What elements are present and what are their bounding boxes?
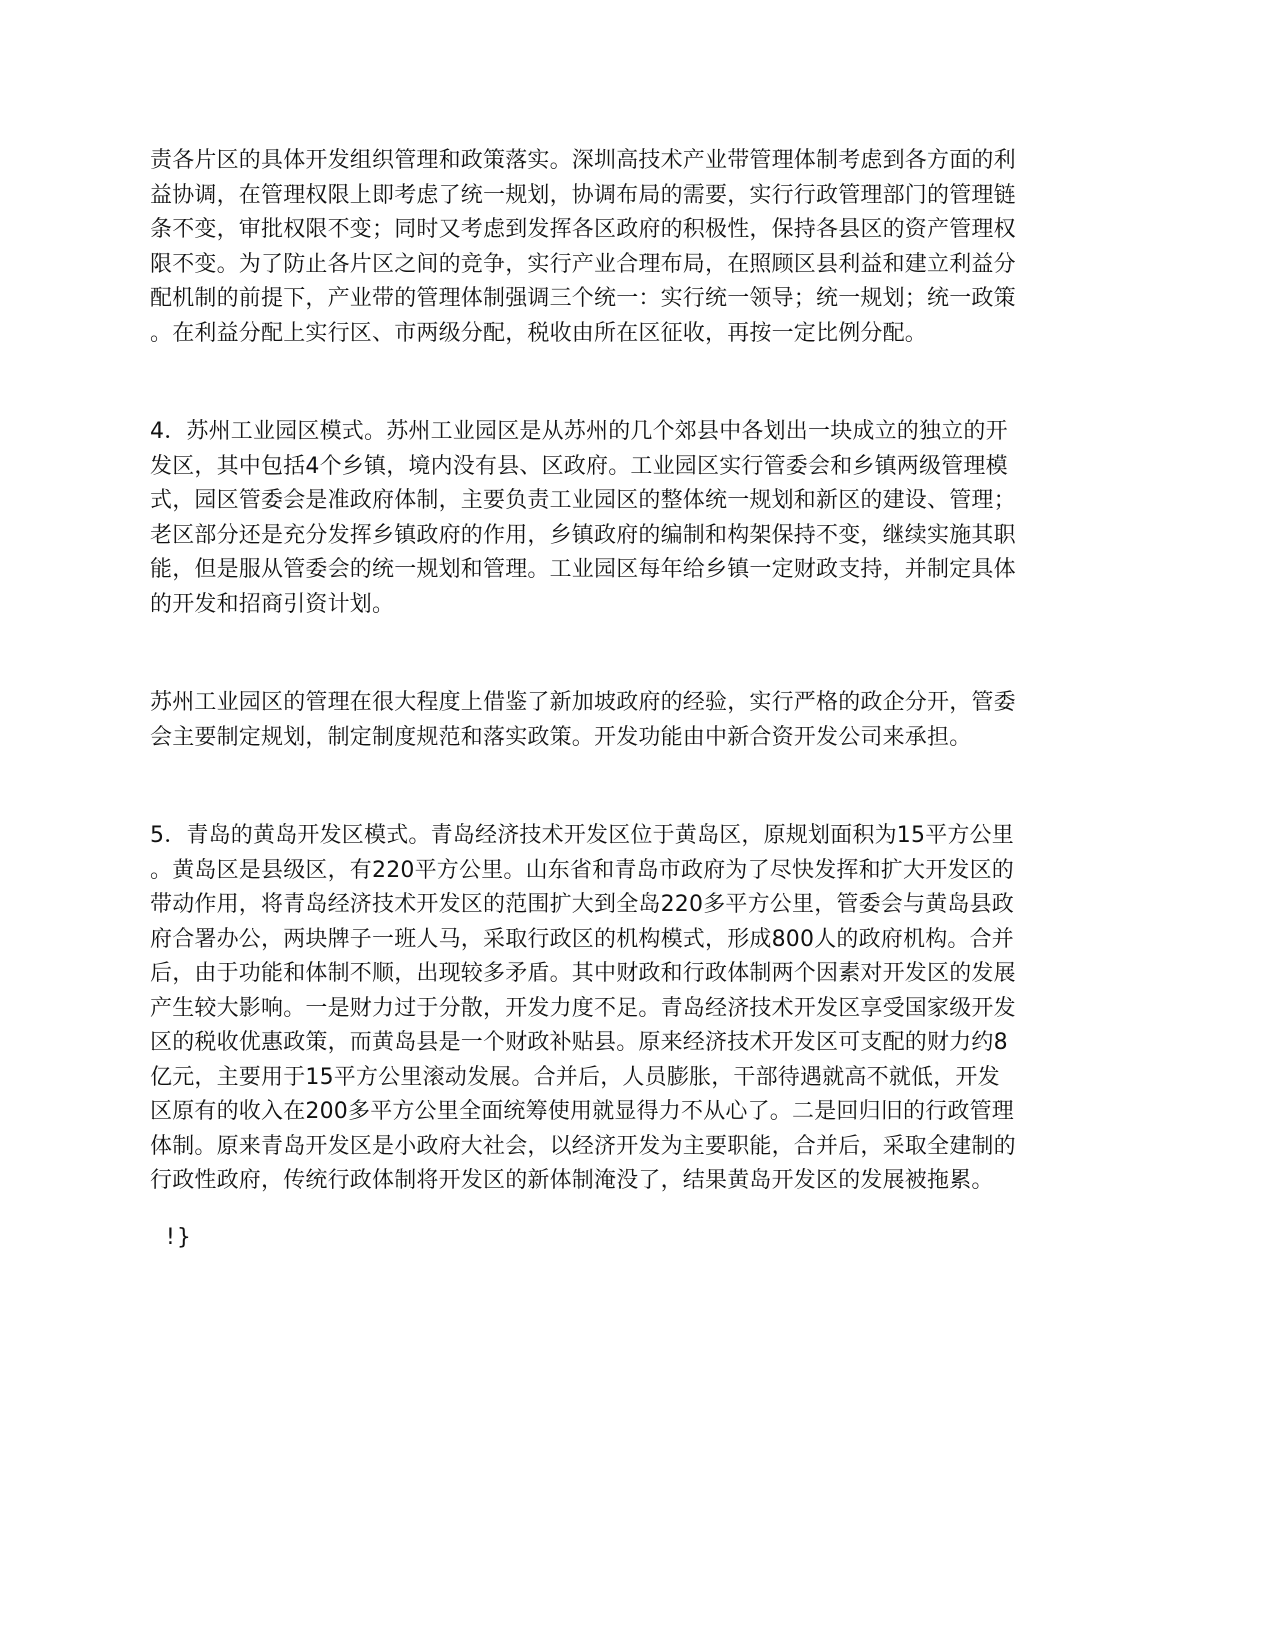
text-line: 。在利益分配上实行区、市两级分配，税收由所在区征收，再按一定比例分配。 — [150, 320, 928, 346]
text-line: 体制。原来青岛开发区是小政府大社会，以经济开发为主要职能，合并后，采取全建制的 — [150, 1133, 1016, 1159]
text-line: 苏州工业园区的管理在很大程度上借鉴了新加坡政府的经验，实行严格的政企分开，管委 — [150, 690, 1016, 715]
text-line: 。黄岛区是县级区，有220平方公里。山东省和青岛市政府为了尽快发挥和扩大开发区的 — [150, 857, 1014, 883]
text-line: 产生较大影响。一是财力过于分散，开发力度不足。青岛经济技术开发区享受国家级开发 — [150, 995, 1016, 1021]
text-line: 行政性政府，传统行政体制将开发区的新体制淹没了，结果黄岛开发区的发展被拖累。 — [150, 1168, 994, 1193]
text-line: 式，园区管委会是准政府体制，主要负责工业园区的整体统一规划和新区的建设、管理； — [150, 488, 1016, 513]
paragraph-suzhou-model — [150, 415, 1130, 622]
text-line: 配机制的前提下，产业带的管理体制强调三个统一：实行统一领导；统一规划；统一政策 — [150, 286, 1016, 311]
text-line: 府合署办公，两块牌子一班人马，采取行政区的机构模式，形成800人的政府机构。合并 — [150, 926, 1014, 952]
trailing-marks: !} — [166, 1224, 193, 1250]
text-line: 亿元，主要用于15平方公里滚动发展。合并后，人员膨胀，干部待遇就高不就低，开发 — [150, 1064, 1000, 1090]
text-line: 会主要制定规划，制定制度规范和落实政策。开发功能由中新合资开发公司来承担。 — [150, 724, 972, 750]
text-line: 益协调，在管理权限上即考虑了统一规划，协调布局的需要，实行行政管理部门的管理链 — [150, 182, 1016, 208]
text-line: 5．青岛的黄岛开发区模式。青岛经济技术开发区位于黄岛区，原规划面积为15平方公里 — [150, 823, 1014, 848]
text-line: 后，由于功能和体制不顺，出现较多矛盾。其中财政和行政体制两个因素对开发区的发展 — [150, 961, 1016, 986]
document-body — [150, 144, 1130, 1255]
text-line: 能，但是服从管委会的统一规划和管理。工业园区每年给乡镇一定财政支持，并制定具体 — [150, 557, 1016, 582]
paragraph-qingdao-model — [150, 819, 1130, 1199]
text-line: 区的税收优惠政策，而黄岛县是一个财政补贴县。原来经济技术开发区可支配的财力约8 — [150, 1030, 1008, 1055]
text-line: 老区部分还是充分发挥乡镇政府的作用，乡镇政府的编制和构架保持不变，继续实施其职 — [150, 522, 1016, 548]
text-line: 的开发和招商引资计划。 — [150, 591, 395, 617]
text-line: 带动作用，将青岛经济技术开发区的范围扩大到全岛220多平方公里，管委会与黄岛县政 — [150, 892, 1014, 917]
text-line: 责各片区的具体开发组织管理和政策落实。深圳高技术产业带管理体制考虑到各方面的利 — [150, 148, 1016, 173]
paragraph-shenzhen-continued — [150, 144, 1130, 351]
text-line: 4．苏州工业园区模式。苏州工业园区是从苏州的几个郊县中各划出一块成立的独立的开 — [150, 419, 1008, 444]
text-line: 条不变，审批权限不变；同时又考虑到发挥各区政府的积极性，保持各县区的资产管理权 — [150, 217, 1016, 242]
text-line: 区原有的收入在200多平方公里全面统筹使用就显得力不从心了。二是回归旧的行政管理 — [150, 1099, 1014, 1124]
text-line: 发区，其中包括4个乡镇，境内没有县、区政府。工业园区实行管委会和乡镇两级管理模 — [150, 453, 1008, 479]
paragraph-suzhou-management — [150, 686, 1130, 755]
text-line: 限不变。为了防止各片区之间的竞争，实行产业合理布局，在照顾区县利益和建立利益分 — [150, 251, 1016, 277]
